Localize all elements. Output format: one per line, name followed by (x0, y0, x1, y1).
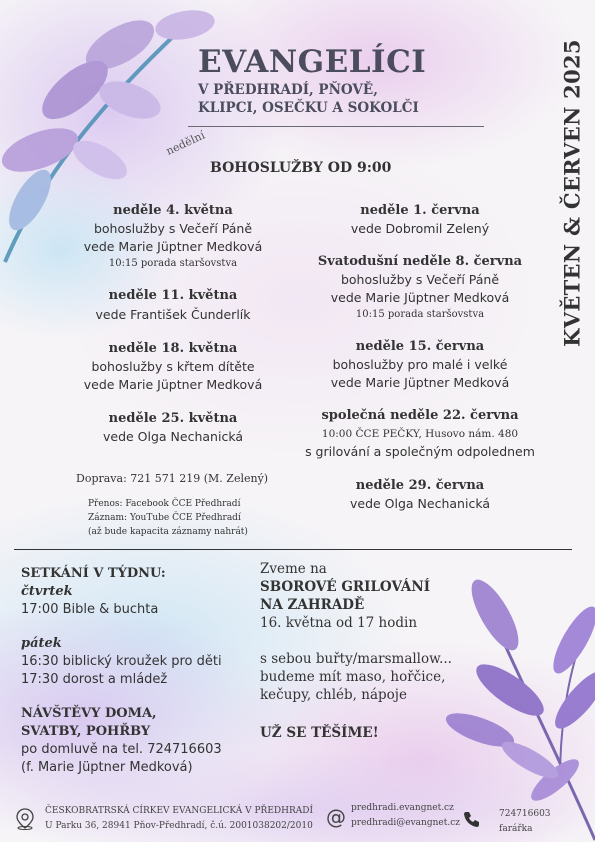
meeting-item: 17:00 Bible & buchta (21, 602, 159, 617)
day-label: pátek (21, 636, 62, 651)
service-leader: vede Marie Jüptner Medková (330, 375, 510, 390)
day-label: čtvrtek (21, 584, 73, 599)
invite-date: 16. května od 17 hodin (260, 615, 418, 631)
service-leader: vede Olga Nechanická (102, 429, 243, 444)
meeting-item: 16:30 biblický kroužek pro děti (21, 654, 222, 669)
service-leader: vede Marie Jüptner Medková (330, 290, 510, 305)
nedelni-label: nedělní (164, 128, 207, 158)
may-schedule (58, 203, 288, 444)
service-detail: bohoslužby pro malé i velké (332, 357, 508, 372)
service-note: 10:00 ČCE PEČKY, Husovo nám. 480 (321, 428, 519, 440)
service-detail: bohoslužby s Večeří Páně (93, 221, 253, 236)
service-date: neděle 15. června (355, 339, 485, 354)
invite-closing: UŽ SE TĚŠÍME! (260, 725, 379, 741)
service-date: neděle 29. června (355, 478, 485, 493)
service-leader: vede František Čunderlík (95, 307, 251, 322)
service-date: neděle 11. května (108, 288, 238, 303)
stream-info: Přenos: Facebook ČCE Předhradí Záznam: YouTube ČCE Předhradí (až bude kapacita záznamy nahrát) (88, 499, 248, 537)
invite-line: s sebou buřty/marsmallow... (260, 651, 452, 667)
subtitle-line-1: V PŘEDHRADÍ, PŇOVĚ, (198, 82, 378, 98)
subtitle-line-2: KLIPCI, OSEČKU A SOKOLČI (198, 100, 419, 116)
service-leader: vede Marie Jüptner Medková (83, 377, 263, 392)
service-detail: bohoslužby s křtem dítěte (91, 359, 255, 374)
invite-heading: NA ZAHRADĚ (260, 597, 365, 613)
location-pin-icon (15, 808, 35, 830)
invite-line: budeme mít maso, hořčice, (260, 669, 446, 685)
vertical-date-range: KVĚTEN & ČERVEN 2025 (559, 39, 585, 347)
service-date: společná neděle 22. června (321, 408, 519, 423)
service-leader: vede Olga Nechanická (349, 496, 490, 511)
footer-address: U Parku 36, 28941 Pňov-Předhradí, č.ú. 2001038202/2010 (45, 821, 313, 831)
main-title: EVANGELÍCI (198, 44, 427, 80)
service-note: 10:15 porada staršovstva (355, 309, 485, 320)
service-detail: s grilování a společným odpolednem (305, 444, 535, 459)
visits-heading: NÁVŠTĚVY DOMA, (21, 706, 157, 721)
visits-contact: po domluvě na tel. 724716603 (21, 742, 222, 757)
service-date: neděle 25. května (108, 411, 238, 426)
service-date: neděle 4. května (113, 203, 233, 218)
service-detail: bohoslužby s Večeří Páně (340, 272, 500, 287)
footer-phone[interactable]: 724716603 (499, 809, 551, 819)
service-date: neděle 1. června (360, 203, 480, 218)
invite-line: kečupy, chléb, nápoje (260, 687, 407, 703)
june-schedule (300, 203, 540, 511)
footer-email[interactable]: predhradi@evangnet.cz (351, 818, 460, 828)
section-divider (14, 549, 572, 550)
services-heading: BOHOSLUŽBY OD 9:00 (210, 160, 392, 176)
transport-info: Doprava: 721 571 219 (M. Zelený) (76, 472, 269, 485)
service-date: Svatodušní neděle 8. června (317, 254, 523, 269)
visits-contact: (f. Marie Jüptner Medková) (21, 760, 193, 775)
service-note: 10:15 porada staršovstva (108, 258, 238, 269)
weekly-heading: SETKÁNÍ V TÝDNU: (21, 566, 166, 581)
service-date: neděle 18. května (108, 341, 238, 356)
weekly-meetings (21, 565, 251, 777)
footer-org: ČESKOBRATRSKÁ CÍRKEV EVANGELICKÁ V PŘEDHRADÍ (45, 806, 314, 816)
invite-line: Zveme na (260, 561, 327, 577)
meeting-item: 17:30 dorost a mládež (21, 672, 168, 687)
service-leader: vede Marie Jüptner Medková (83, 239, 263, 254)
service-leader: vede Dobromil Zelený (350, 221, 490, 236)
invite-heading: SBOROVÉ GRILOVÁNÍ (260, 579, 431, 595)
bbq-invite (260, 560, 480, 742)
at-sign-icon: @ (326, 805, 346, 829)
footer-web[interactable]: predhradi.evangnet.cz (351, 803, 454, 813)
visits-heading: SVATBY, POHŘBY (21, 724, 151, 739)
header-divider (188, 126, 484, 127)
phone-icon (463, 810, 481, 828)
footer-role: farářka (499, 824, 533, 834)
